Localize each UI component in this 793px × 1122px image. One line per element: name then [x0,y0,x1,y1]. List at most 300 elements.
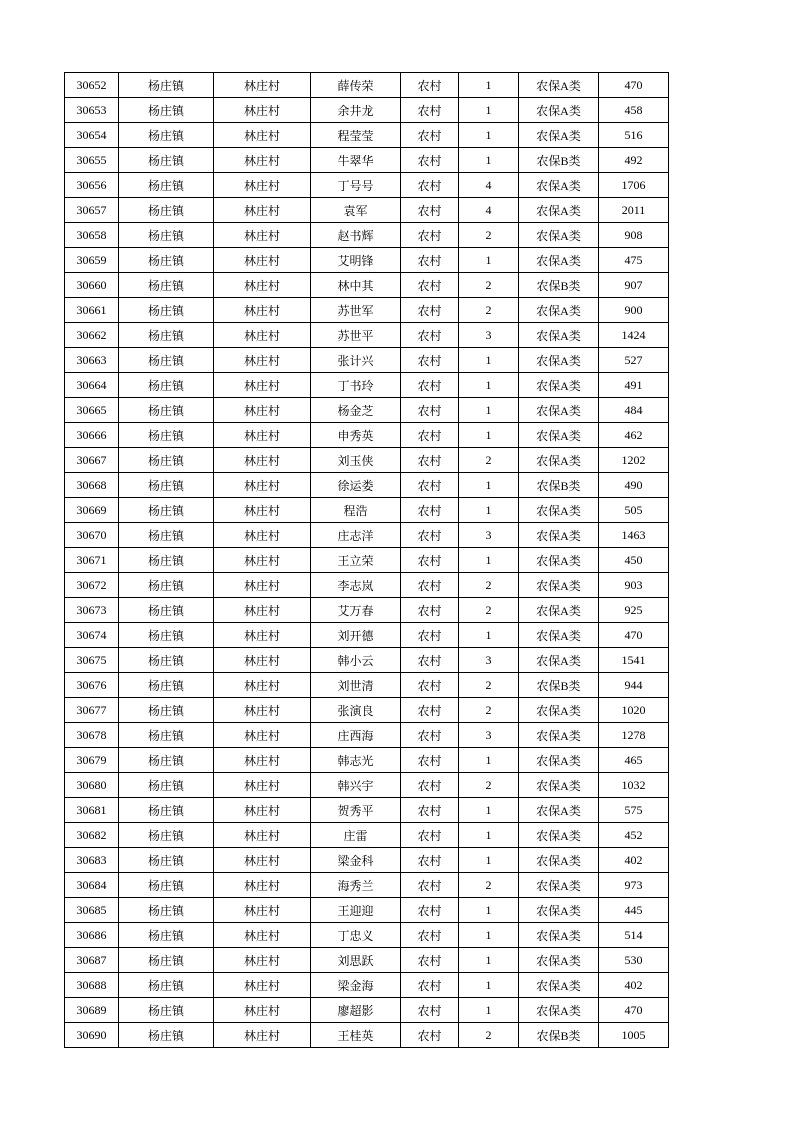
cell-residence: 农村 [401,623,459,648]
cell-town: 杨庄镇 [119,373,214,398]
records-table [64,72,669,1048]
cell-amount: 2011 [599,198,669,223]
cell-name: 贺秀平 [311,798,401,823]
cell-name: 程莹莹 [311,123,401,148]
cell-town: 杨庄镇 [119,998,214,1023]
cell-residence: 农村 [401,998,459,1023]
cell-category: 农保A类 [519,173,599,198]
cell-category: 农保A类 [519,623,599,648]
cell-name: 张演良 [311,698,401,723]
cell-count: 1 [459,923,519,948]
cell-village: 林庄村 [214,498,311,523]
table-row [65,823,669,848]
cell-count: 3 [459,723,519,748]
cell-id: 30666 [65,423,119,448]
cell-name: 牛翠华 [311,148,401,173]
cell-village: 林庄村 [214,248,311,273]
cell-category: 农保A类 [519,898,599,923]
cell-amount: 484 [599,398,669,423]
cell-count: 4 [459,198,519,223]
cell-count: 1 [459,73,519,98]
cell-village: 林庄村 [214,748,311,773]
cell-name: 袁军 [311,198,401,223]
cell-village: 林庄村 [214,923,311,948]
cell-amount: 491 [599,373,669,398]
cell-village: 林庄村 [214,673,311,698]
cell-id: 30690 [65,1023,119,1048]
cell-amount: 514 [599,923,669,948]
cell-residence: 农村 [401,273,459,298]
cell-category: 农保A类 [519,73,599,98]
cell-residence: 农村 [401,873,459,898]
table-row [65,423,669,448]
cell-id: 30652 [65,73,119,98]
cell-town: 杨庄镇 [119,798,214,823]
cell-residence: 农村 [401,598,459,623]
cell-amount: 1541 [599,648,669,673]
cell-count: 1 [459,798,519,823]
cell-count: 1 [459,373,519,398]
cell-count: 2 [459,773,519,798]
cell-village: 林庄村 [214,773,311,798]
cell-id: 30658 [65,223,119,248]
cell-town: 杨庄镇 [119,923,214,948]
cell-id: 30663 [65,348,119,373]
table-row [65,773,669,798]
cell-residence: 农村 [401,173,459,198]
cell-town: 杨庄镇 [119,98,214,123]
cell-id: 30667 [65,448,119,473]
cell-category: 农保A类 [519,398,599,423]
table-row [65,473,669,498]
cell-category: 农保A类 [519,248,599,273]
table-row [65,923,669,948]
cell-count: 1 [459,498,519,523]
table-row [65,998,669,1023]
cell-category: 农保A类 [519,523,599,548]
table-row [65,373,669,398]
cell-id: 30670 [65,523,119,548]
table-row [65,873,669,898]
cell-count: 2 [459,1023,519,1048]
cell-count: 3 [459,523,519,548]
cell-category: 农保A类 [519,498,599,523]
cell-residence: 农村 [401,148,459,173]
cell-id: 30668 [65,473,119,498]
cell-village: 林庄村 [214,898,311,923]
cell-village: 林庄村 [214,648,311,673]
cell-town: 杨庄镇 [119,298,214,323]
cell-village: 林庄村 [214,473,311,498]
cell-village: 林庄村 [214,698,311,723]
cell-count: 2 [459,873,519,898]
cell-amount: 1202 [599,448,669,473]
cell-village: 林庄村 [214,323,311,348]
table-row [65,623,669,648]
cell-town: 杨庄镇 [119,348,214,373]
cell-village: 林庄村 [214,848,311,873]
cell-category: 农保A类 [519,648,599,673]
cell-town: 杨庄镇 [119,748,214,773]
cell-count: 2 [459,673,519,698]
cell-town: 杨庄镇 [119,848,214,873]
cell-category: 农保A类 [519,298,599,323]
table-row [65,648,669,673]
cell-name: 刘思跃 [311,948,401,973]
table-row [65,573,669,598]
cell-name: 庄西海 [311,723,401,748]
cell-category: 农保B类 [519,273,599,298]
cell-id: 30687 [65,948,119,973]
cell-village: 林庄村 [214,148,311,173]
cell-residence: 农村 [401,248,459,273]
cell-category: 农保A类 [519,923,599,948]
table-row [65,273,669,298]
cell-name: 刘世清 [311,673,401,698]
cell-residence: 农村 [401,798,459,823]
cell-count: 1 [459,748,519,773]
table-row [65,523,669,548]
cell-name: 苏世平 [311,323,401,348]
cell-village: 林庄村 [214,373,311,398]
cell-amount: 402 [599,973,669,998]
cell-amount: 458 [599,98,669,123]
cell-name: 庄志洋 [311,523,401,548]
table-row [65,348,669,373]
cell-id: 30683 [65,848,119,873]
cell-residence: 农村 [401,348,459,373]
cell-amount: 1005 [599,1023,669,1048]
cell-town: 杨庄镇 [119,548,214,573]
cell-id: 30656 [65,173,119,198]
cell-name: 艾明锋 [311,248,401,273]
cell-name: 艾万春 [311,598,401,623]
cell-name: 梁金科 [311,848,401,873]
cell-residence: 农村 [401,573,459,598]
cell-count: 2 [459,298,519,323]
cell-residence: 农村 [401,923,459,948]
cell-count: 1 [459,348,519,373]
cell-amount: 470 [599,998,669,1023]
cell-category: 农保B类 [519,473,599,498]
cell-id: 30679 [65,748,119,773]
cell-town: 杨庄镇 [119,873,214,898]
cell-town: 杨庄镇 [119,948,214,973]
cell-name: 韩志光 [311,748,401,773]
cell-id: 30684 [65,873,119,898]
cell-residence: 农村 [401,698,459,723]
cell-count: 1 [459,423,519,448]
cell-id: 30685 [65,898,119,923]
cell-amount: 1020 [599,698,669,723]
cell-residence: 农村 [401,398,459,423]
cell-id: 30680 [65,773,119,798]
cell-category: 农保A类 [519,998,599,1023]
table-row [65,723,669,748]
cell-amount: 402 [599,848,669,873]
cell-name: 刘玉侠 [311,448,401,473]
cell-category: 农保A类 [519,773,599,798]
cell-name: 张计兴 [311,348,401,373]
cell-name: 薛传荣 [311,73,401,98]
cell-town: 杨庄镇 [119,148,214,173]
cell-village: 林庄村 [214,548,311,573]
cell-category: 农保A类 [519,348,599,373]
cell-village: 林庄村 [214,73,311,98]
cell-village: 林庄村 [214,873,311,898]
cell-id: 30686 [65,923,119,948]
table-row [65,948,669,973]
cell-residence: 农村 [401,823,459,848]
cell-amount: 445 [599,898,669,923]
cell-residence: 农村 [401,423,459,448]
cell-category: 农保A类 [519,373,599,398]
cell-town: 杨庄镇 [119,598,214,623]
cell-id: 30662 [65,323,119,348]
cell-amount: 973 [599,873,669,898]
cell-id: 30682 [65,823,119,848]
cell-town: 杨庄镇 [119,73,214,98]
cell-residence: 农村 [401,648,459,673]
cell-town: 杨庄镇 [119,523,214,548]
cell-amount: 516 [599,123,669,148]
cell-category: 农保A类 [519,223,599,248]
cell-category: 农保A类 [519,98,599,123]
table-row [65,148,669,173]
cell-name: 徐运娄 [311,473,401,498]
cell-count: 1 [459,898,519,923]
cell-village: 林庄村 [214,273,311,298]
cell-amount: 530 [599,948,669,973]
cell-village: 林庄村 [214,1023,311,1048]
cell-count: 1 [459,623,519,648]
cell-id: 30678 [65,723,119,748]
cell-name: 王迎迎 [311,898,401,923]
cell-village: 林庄村 [214,598,311,623]
cell-village: 林庄村 [214,98,311,123]
cell-residence: 农村 [401,748,459,773]
cell-village: 林庄村 [214,123,311,148]
cell-amount: 470 [599,623,669,648]
cell-residence: 农村 [401,973,459,998]
cell-residence: 农村 [401,473,459,498]
cell-category: 农保A类 [519,798,599,823]
cell-amount: 1463 [599,523,669,548]
cell-name: 林中其 [311,273,401,298]
cell-name: 申秀英 [311,423,401,448]
cell-category: 农保A类 [519,323,599,348]
cell-category: 农保A类 [519,723,599,748]
cell-village: 林庄村 [214,348,311,373]
cell-village: 林庄村 [214,198,311,223]
cell-town: 杨庄镇 [119,323,214,348]
cell-town: 杨庄镇 [119,573,214,598]
cell-count: 1 [459,398,519,423]
cell-id: 30672 [65,573,119,598]
table-row [65,398,669,423]
cell-town: 杨庄镇 [119,248,214,273]
cell-amount: 452 [599,823,669,848]
cell-name: 苏世军 [311,298,401,323]
cell-id: 30671 [65,548,119,573]
cell-village: 林庄村 [214,823,311,848]
cell-count: 3 [459,648,519,673]
table-row [65,198,669,223]
cell-id: 30655 [65,148,119,173]
cell-count: 1 [459,473,519,498]
table-row [65,698,669,723]
cell-count: 2 [459,273,519,298]
cell-village: 林庄村 [214,523,311,548]
cell-residence: 农村 [401,448,459,473]
cell-count: 1 [459,948,519,973]
cell-village: 林庄村 [214,448,311,473]
table-row [65,173,669,198]
cell-id: 30654 [65,123,119,148]
cell-id: 30653 [65,98,119,123]
table-row [65,548,669,573]
cell-id: 30657 [65,198,119,223]
cell-name: 梁金海 [311,973,401,998]
cell-town: 杨庄镇 [119,973,214,998]
cell-category: 农保A类 [519,198,599,223]
cell-id: 30675 [65,648,119,673]
cell-count: 1 [459,823,519,848]
table-row [65,973,669,998]
cell-village: 林庄村 [214,573,311,598]
table-row [65,98,669,123]
cell-category: 农保A类 [519,973,599,998]
cell-name: 王立荣 [311,548,401,573]
cell-id: 30659 [65,248,119,273]
cell-amount: 908 [599,223,669,248]
cell-residence: 农村 [401,73,459,98]
cell-town: 杨庄镇 [119,273,214,298]
table-row [65,223,669,248]
table-row [65,498,669,523]
cell-amount: 1424 [599,323,669,348]
cell-amount: 470 [599,73,669,98]
cell-town: 杨庄镇 [119,1023,214,1048]
table-body [65,73,669,1048]
cell-town: 杨庄镇 [119,398,214,423]
cell-residence: 农村 [401,373,459,398]
cell-id: 30664 [65,373,119,398]
cell-residence: 农村 [401,723,459,748]
cell-town: 杨庄镇 [119,623,214,648]
cell-village: 林庄村 [214,798,311,823]
cell-town: 杨庄镇 [119,123,214,148]
cell-count: 1 [459,548,519,573]
cell-amount: 575 [599,798,669,823]
cell-category: 农保A类 [519,598,599,623]
cell-name: 丁号号 [311,173,401,198]
cell-town: 杨庄镇 [119,723,214,748]
cell-id: 30665 [65,398,119,423]
cell-amount: 944 [599,673,669,698]
cell-count: 3 [459,323,519,348]
cell-amount: 907 [599,273,669,298]
cell-amount: 475 [599,248,669,273]
cell-residence: 农村 [401,198,459,223]
cell-category: 农保B类 [519,673,599,698]
cell-count: 1 [459,998,519,1023]
cell-category: 农保A类 [519,848,599,873]
cell-id: 30681 [65,798,119,823]
cell-amount: 1278 [599,723,669,748]
cell-category: 农保A类 [519,873,599,898]
cell-village: 林庄村 [214,398,311,423]
cell-category: 农保A类 [519,823,599,848]
cell-town: 杨庄镇 [119,198,214,223]
cell-count: 1 [459,148,519,173]
cell-village: 林庄村 [214,423,311,448]
cell-name: 廖超影 [311,998,401,1023]
cell-residence: 农村 [401,523,459,548]
cell-residence: 农村 [401,898,459,923]
cell-residence: 农村 [401,948,459,973]
cell-category: 农保A类 [519,573,599,598]
cell-count: 2 [459,598,519,623]
cell-residence: 农村 [401,548,459,573]
cell-village: 林庄村 [214,948,311,973]
cell-town: 杨庄镇 [119,673,214,698]
table-row [65,323,669,348]
cell-name: 韩兴宇 [311,773,401,798]
cell-village: 林庄村 [214,723,311,748]
table-row [65,298,669,323]
cell-count: 1 [459,98,519,123]
cell-count: 2 [459,223,519,248]
cell-residence: 农村 [401,498,459,523]
cell-town: 杨庄镇 [119,823,214,848]
cell-amount: 492 [599,148,669,173]
table-row [65,673,669,698]
cell-name: 刘开德 [311,623,401,648]
cell-category: 农保B类 [519,148,599,173]
cell-village: 林庄村 [214,623,311,648]
cell-name: 丁书玲 [311,373,401,398]
cell-town: 杨庄镇 [119,223,214,248]
cell-id: 30660 [65,273,119,298]
table-row [65,748,669,773]
cell-id: 30669 [65,498,119,523]
cell-category: 农保A类 [519,123,599,148]
cell-id: 30688 [65,973,119,998]
cell-name: 庄雷 [311,823,401,848]
cell-category: 农保A类 [519,948,599,973]
cell-town: 杨庄镇 [119,498,214,523]
cell-residence: 农村 [401,673,459,698]
cell-id: 30689 [65,998,119,1023]
cell-id: 30674 [65,623,119,648]
cell-residence: 农村 [401,773,459,798]
table-row [65,598,669,623]
cell-residence: 农村 [401,1023,459,1048]
cell-amount: 490 [599,473,669,498]
table-row [65,448,669,473]
cell-town: 杨庄镇 [119,448,214,473]
cell-residence: 农村 [401,223,459,248]
cell-residence: 农村 [401,123,459,148]
cell-town: 杨庄镇 [119,423,214,448]
cell-count: 1 [459,848,519,873]
cell-id: 30673 [65,598,119,623]
cell-village: 林庄村 [214,173,311,198]
cell-amount: 527 [599,348,669,373]
cell-village: 林庄村 [214,298,311,323]
cell-count: 1 [459,248,519,273]
